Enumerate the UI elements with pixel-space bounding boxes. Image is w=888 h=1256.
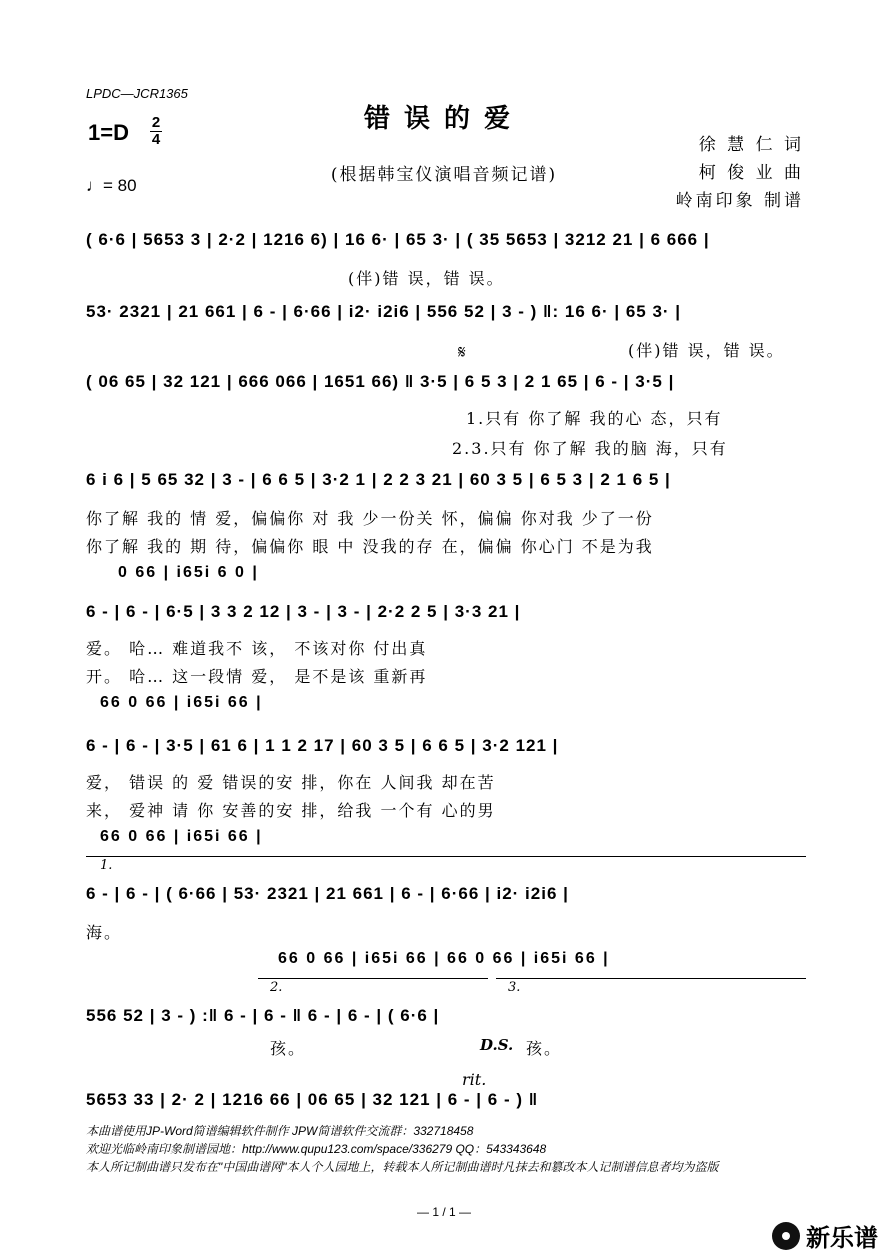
notation-line-6: 6 - | 6 - | 3·5 | 61 6 | 1 1 2 17 | 60 3 5 | 6 6 5 | 3·2 121 |: [86, 736, 559, 755]
lyric-line-4b: 你了解 我的 期 待，偏偏你 眼 中 没我的存 在，偏偏 你心门 不是为我: [86, 537, 654, 556]
lyric-line-8a: 孩。: [270, 1039, 307, 1058]
notation-line-5: 6 - | 6 - | 6·5 | 3 3 2 12 | 3 - | 3 - | 2·2 2 5 | 3·3 21 |: [86, 602, 521, 621]
score-code: LPDC—JCR1365: [86, 86, 188, 101]
notation-line-4: 6 i 6 | 5 65 32 | 3 - | 6 6 5 | 3·2 1 | 2 2 3 21 | 60 3 5 | 6 5 3 | 2 1 6 5 |: [86, 470, 671, 489]
lyricist-credit: 徐 慧 仁 词: [698, 135, 804, 155]
lyric-line-3a: 1.只有 你了解 我的心 态，只有: [466, 409, 723, 428]
volta-1-label: 1.: [100, 858, 113, 873]
notation-line-1: ( 6·6 | 5653 3 | 2·2 | 1216 6) | 16 6· | 65 3· | ( 35 5653 | 3212 21 | 6 666 |: [86, 230, 710, 249]
record-disc-icon: [772, 1222, 800, 1250]
lyric-line-6a: 爱， 错误 的 爱 错误的安 排，你在 人间我 却在苦: [86, 773, 496, 792]
segno-sign: 𝄋: [458, 342, 466, 363]
notation-line-8: 556 52 | 3 - ) :‖ 6 - | 6 - ‖ 6 - | 6 - | ( 6·6 |: [86, 1006, 440, 1025]
lyric-line-6b: 来， 爱神 请 你 安善的安 排，给我 一个有 心的男: [86, 801, 496, 820]
time-bottom: 4: [151, 131, 161, 148]
song-subtitle: (根据韩宝仪演唱音频记谱): [330, 165, 558, 185]
lyric-line-5a: 爱。 哈… 难道我不 该， 不该对你 付出真: [86, 639, 428, 658]
arranger-credit: 岭南印象 制谱: [675, 191, 804, 211]
lyric-line-3b: 2.3.只有 你了解 我的脑 海，只有: [452, 439, 728, 458]
accompaniment-line-4: 66 0 66 | i65i 66 | 66 0 66 | i65i 66 |: [278, 950, 610, 967]
accompaniment-line-3: 66 0 66 | i65i 66 |: [100, 828, 263, 845]
volta-2-label: 2.: [270, 980, 283, 995]
notation-line-7: 6 - | 6 - | ( 6·66 | 53· 2321 | 21 661 | 6 - | 6·66 | i2· i2i6 |: [86, 884, 569, 903]
lyric-line-7: 海。: [86, 923, 123, 942]
composer-credit: 柯 俊 业 曲: [698, 163, 804, 183]
notation-line-9: 5653 33 | 2· 2 | 1216 66 | 06 65 | 32 121 | 6 - | 6 - ) ‖: [86, 1090, 539, 1109]
lyric-line-1: (伴)错 误，错 误。: [348, 269, 505, 288]
logo-text: 新乐谱: [806, 1225, 878, 1252]
time-top: 2: [151, 114, 161, 131]
song-title: 错误的爱: [363, 104, 524, 134]
volta-bracket-2: [258, 978, 488, 979]
key-signature: 1=D: [88, 120, 129, 145]
page-number: — 1 / 1 —: [416, 1205, 472, 1219]
notation-line-3: ( 06 65 | 32 121 | 666 066 | 1651 66) ‖ 3·5 | 6 5 3 | 2 1 65 | 6 - | 3·5 |: [86, 372, 675, 391]
footer-copyright: 本人所记制曲谱只发布在"中国曲谱网"本人个人园地上，转载本人所记制曲谱时凡抹去和篡改本人记制谱信息者均为盗版: [86, 1160, 719, 1174]
notation-line-2: 53· 2321 | 21 661 | 6 - | 6·66 | i2· i2i6 | 556 52 | 3 - ) ‖: 16 6· | 65 3· |: [86, 302, 682, 321]
time-signature: [150, 116, 162, 147]
lyric-line-8b: 孩。: [526, 1039, 563, 1058]
lyric-line-4a: 你了解 我的 情 爱，偏偏你 对 我 少一份关 怀，偏偏 你对我 少了一份: [86, 509, 654, 528]
ritardando-mark: rit.: [462, 1070, 487, 1089]
volta-bracket-3: [496, 978, 806, 979]
lyric-line-5b: 开。 哈… 这一段情 爱， 是不是该 重新再: [86, 667, 428, 686]
accompaniment-line-2: 66 0 66 | i65i 66 |: [100, 694, 263, 711]
lyric-line-2: (伴)错 误，错 误。: [628, 341, 785, 360]
footer-website: 欢迎光临岭南印象制谱园地：http://www.qupu123.com/space/336279 QQ：543343648: [86, 1142, 547, 1156]
volta-bracket-1: [86, 856, 806, 857]
footer-software: 本曲谱使用JP-Word简谱编辑软件制作 JPW简谱软件交流群：332718458: [86, 1124, 474, 1138]
volta-3-label: 3.: [508, 980, 521, 995]
tempo-mark: ♩= 80: [86, 176, 137, 195]
accompaniment-line-1: 0 66 | i65i 6 0 |: [118, 564, 259, 581]
site-logo[interactable]: [772, 1218, 878, 1253]
dal-segno-mark: D.S.: [480, 1036, 514, 1054]
